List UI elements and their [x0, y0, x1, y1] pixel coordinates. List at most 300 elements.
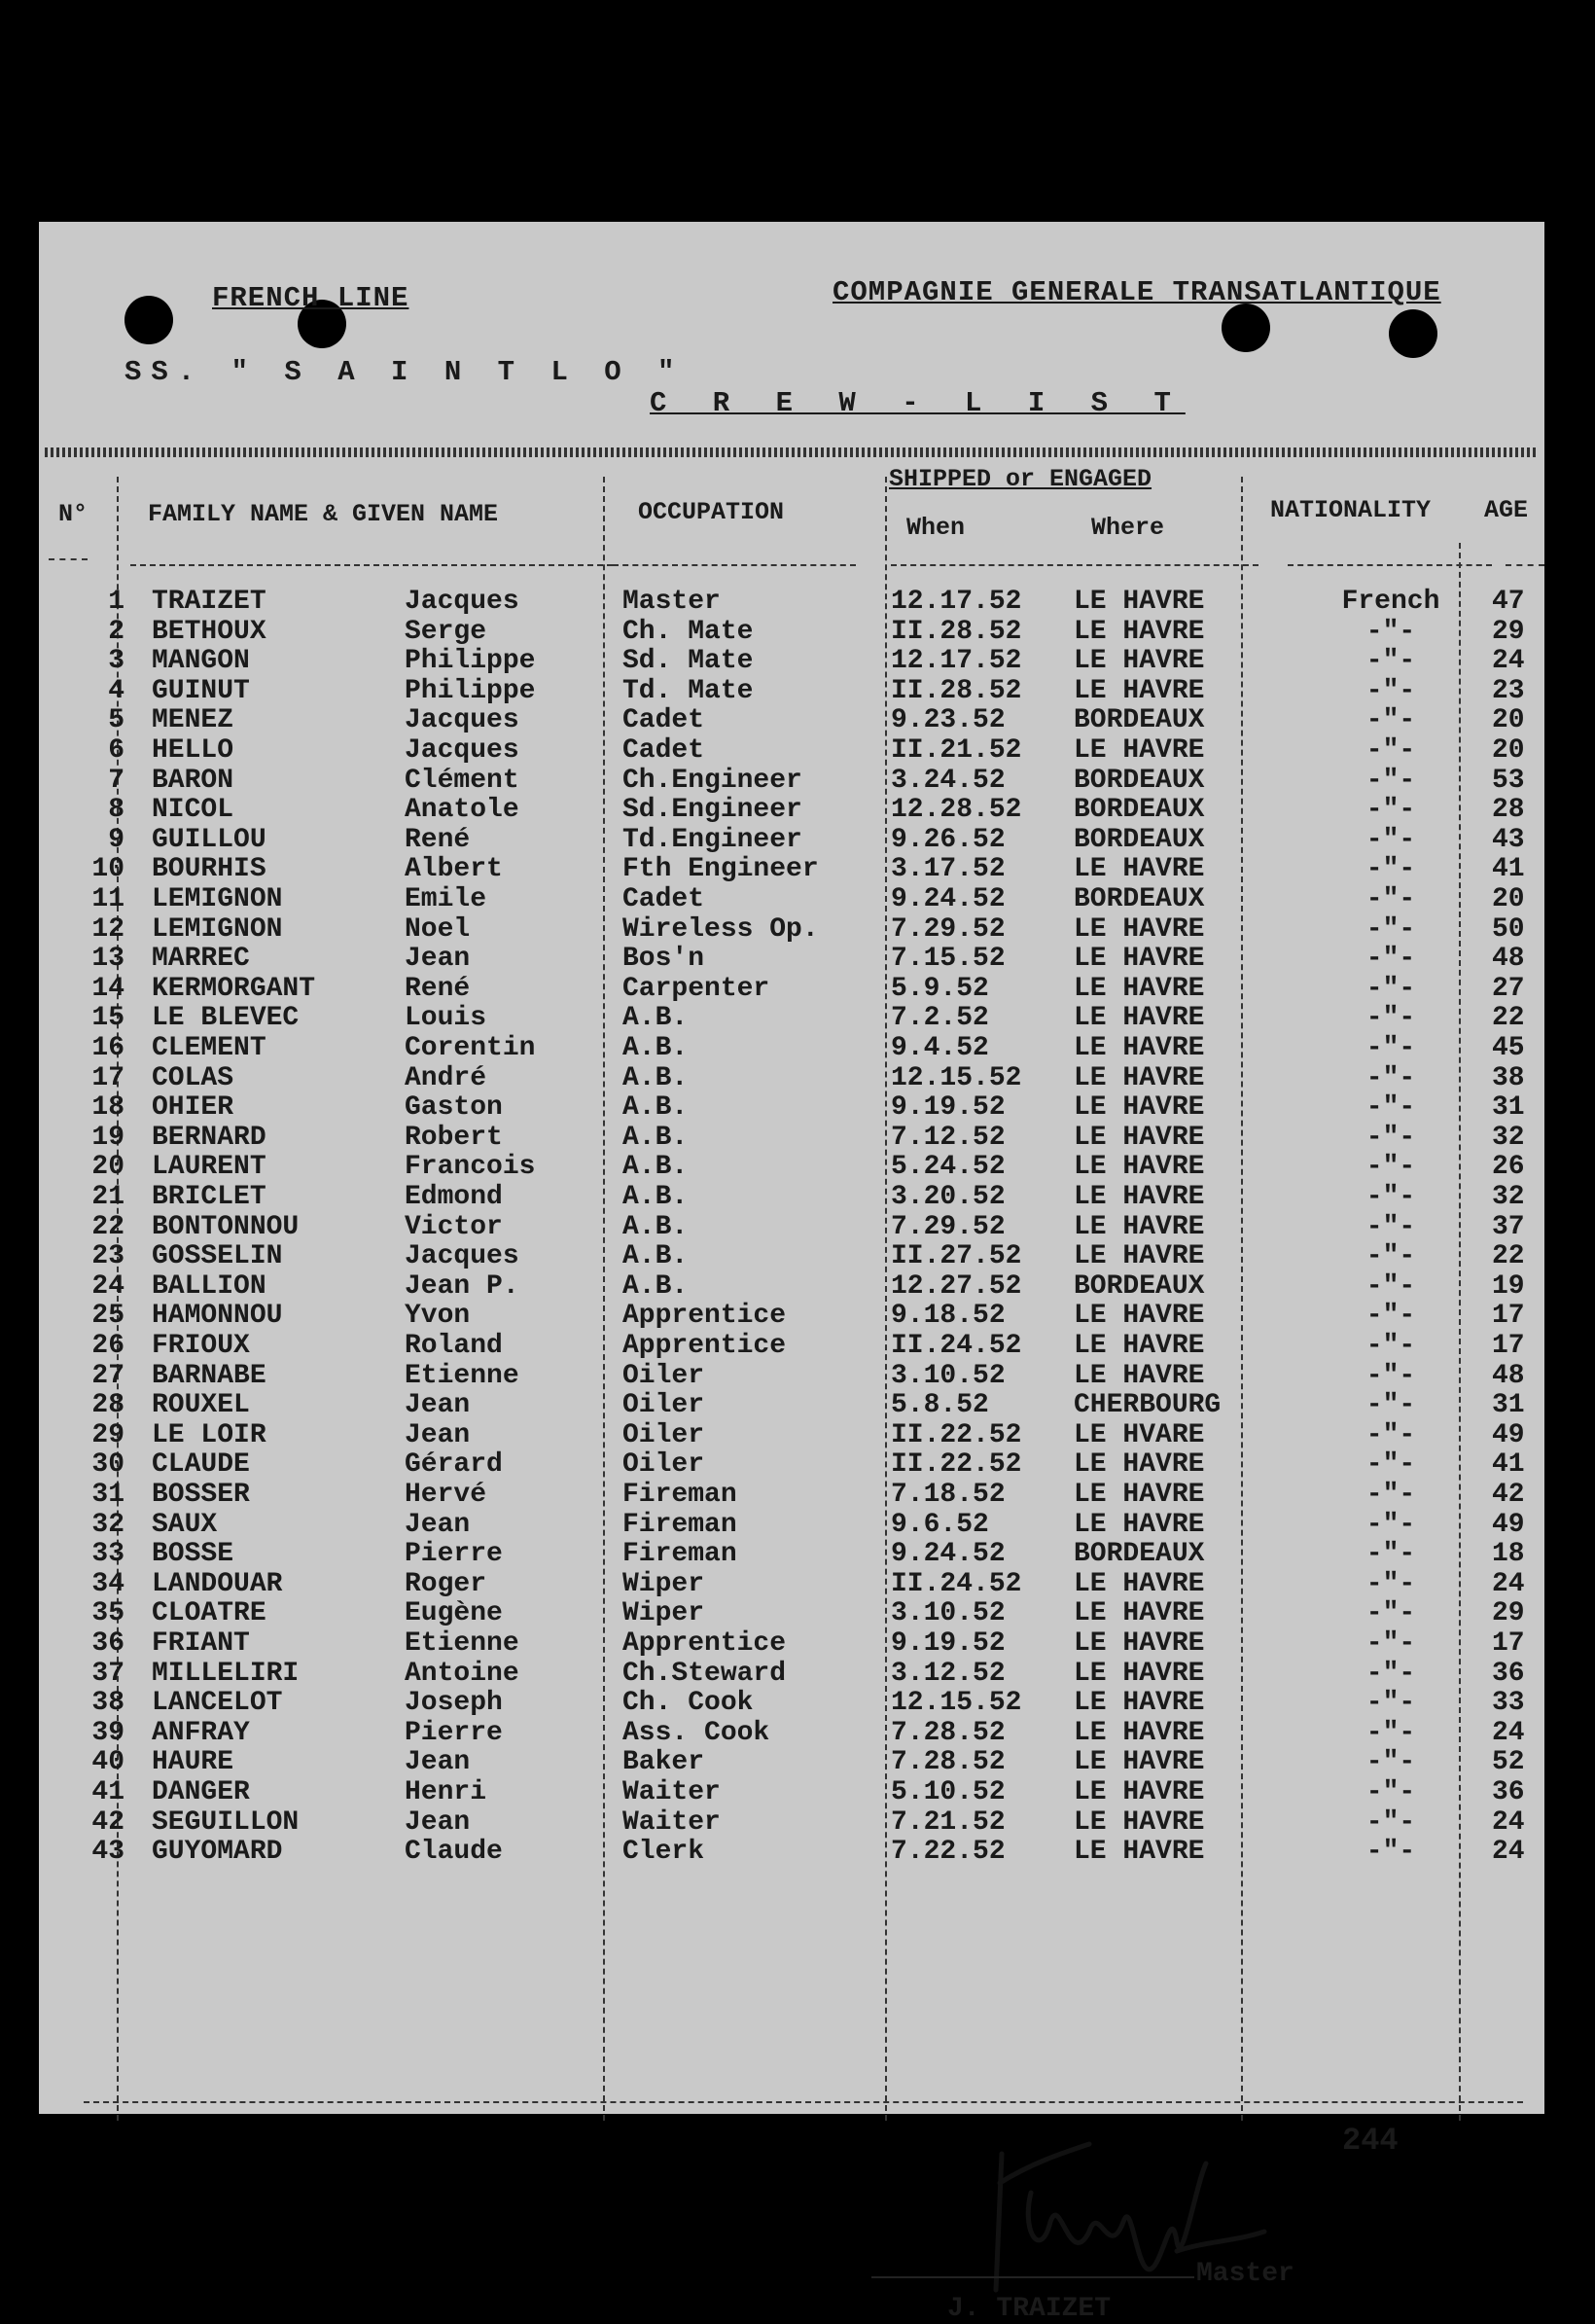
shipped-where: LE HAVRE [1074, 1717, 1205, 1748]
given-name: Albert [405, 854, 503, 885]
punch-hole [1222, 304, 1270, 352]
crew-number: 29 [91, 1419, 124, 1450]
occupation: Td.Engineer [622, 824, 802, 855]
shipped-when: II.28.52 [891, 616, 1022, 647]
age: 19 [1492, 1270, 1525, 1302]
shipped-when: 9.19.52 [891, 1092, 1006, 1124]
shipped-where: LE HAVRE [1074, 913, 1205, 945]
family-name: KERMORGANT [152, 973, 316, 1004]
shipped-when: 9.23.52 [891, 705, 1006, 736]
table-row [39, 826, 1544, 856]
occupation: Oiler [622, 1449, 705, 1481]
age: 29 [1492, 616, 1525, 647]
shipped-where: LE HAVRE [1074, 944, 1205, 975]
family-name: GOSSELIN [152, 1241, 283, 1272]
given-name: Pierre [405, 1717, 503, 1748]
table-row [39, 1778, 1544, 1808]
occupation: Master [622, 587, 721, 617]
table-row [39, 1838, 1544, 1868]
col-header-nationality: NATIONALITY [1270, 496, 1432, 524]
nationality: French [1341, 587, 1440, 617]
occupation: Fth Engineer [622, 854, 819, 885]
shipped-where: LE HAVRE [1074, 1033, 1205, 1063]
table-row [39, 647, 1544, 677]
punch-hole [1389, 309, 1437, 358]
given-name: Louis [405, 1003, 487, 1034]
shipped-where: BORDEAUX [1074, 824, 1205, 855]
shipped-when: 7.12.52 [891, 1122, 1006, 1153]
given-name: Clément [405, 765, 519, 796]
given-name: Philippe [405, 675, 536, 706]
table-row [39, 1183, 1544, 1213]
table-row [39, 1242, 1544, 1272]
shipped-when: 9.6.52 [891, 1509, 989, 1540]
occupation: A.B. [622, 1122, 689, 1153]
given-name: Noel [405, 913, 471, 945]
shipped-when: 9.19.52 [891, 1628, 1006, 1659]
shipped-when: 7.22.52 [891, 1837, 1006, 1868]
given-name: Jean [405, 1419, 471, 1450]
shipped-where: BORDEAUX [1074, 795, 1205, 826]
family-name: GUILLOU [152, 824, 266, 855]
family-name: LAURENT [152, 1152, 266, 1183]
nationality: -"- [1365, 765, 1416, 796]
given-name: Jacques [405, 705, 519, 736]
nationality: -"- [1365, 1152, 1416, 1183]
age: 24 [1492, 646, 1525, 677]
age: 48 [1492, 944, 1525, 975]
shipped-when: 9.18.52 [891, 1301, 1006, 1332]
shipped-when: 3.20.52 [891, 1182, 1006, 1212]
crew-number: 7 [108, 765, 124, 796]
age: 53 [1492, 765, 1525, 796]
given-name: Yvon [405, 1301, 471, 1332]
shipped-where: LE HAVRE [1074, 1568, 1205, 1599]
crew-number: 40 [91, 1747, 124, 1778]
table-row [39, 1332, 1544, 1362]
given-name: Gérard [405, 1449, 503, 1481]
col-header-name: FAMILY NAME & GIVEN NAME [148, 500, 499, 528]
nationality: -"- [1365, 1390, 1416, 1421]
family-name: GUINUT [152, 675, 250, 706]
shipped-when: 7.28.52 [891, 1747, 1006, 1778]
family-name: LE BLEVEC [152, 1003, 300, 1034]
crew-number: 32 [91, 1509, 124, 1540]
table-row [39, 1421, 1544, 1451]
shipped-when: 12.28.52 [891, 795, 1022, 826]
age: 20 [1492, 705, 1525, 736]
line-name: FRENCH LINE [212, 282, 409, 314]
shipped-when: II.28.52 [891, 675, 1022, 706]
crew-number: 34 [91, 1568, 124, 1599]
family-name: HELLO [152, 735, 234, 766]
family-name: HAURE [152, 1747, 234, 1778]
given-name: Jean [405, 944, 471, 975]
age: 17 [1492, 1628, 1525, 1659]
shipped-when: 7.18.52 [891, 1480, 1006, 1510]
crew-list-sheet [39, 222, 1544, 2324]
company-name: COMPAGNIE GENERALE TRANSATLANTIQUE [833, 276, 1441, 308]
shipped-when: II.22.52 [891, 1419, 1022, 1450]
occupation: Fireman [622, 1509, 737, 1540]
nationality: -"- [1365, 1122, 1416, 1153]
table-row [39, 1629, 1544, 1660]
crew-number: 35 [91, 1598, 124, 1629]
nationality: -"- [1365, 616, 1416, 647]
crew-number: 10 [91, 854, 124, 885]
given-name: Jacques [405, 587, 519, 617]
family-name: NICOL [152, 795, 234, 826]
shipped-when: II.21.52 [891, 735, 1022, 766]
col-header-occupation: OCCUPATION [638, 498, 785, 526]
given-name: Jean P. [405, 1270, 519, 1302]
table-row [39, 885, 1544, 915]
shipped-when: 5.8.52 [891, 1390, 989, 1421]
family-name: FRIOUX [152, 1331, 250, 1361]
given-name: Victor [405, 1211, 503, 1242]
header-rule [130, 564, 613, 566]
shipped-where: LE HAVRE [1074, 1241, 1205, 1272]
shipped-where: LE HAVRE [1074, 1092, 1205, 1124]
age: 22 [1492, 1241, 1525, 1272]
shipped-where: LE HAVRE [1074, 1509, 1205, 1540]
table-row [39, 1004, 1544, 1034]
given-name: Hervé [405, 1480, 487, 1510]
occupation: Ch. Mate [622, 616, 754, 647]
col-header-no: N° [58, 500, 89, 528]
shipped-where: LE HAVRE [1074, 646, 1205, 677]
shipped-when: II.24.52 [891, 1331, 1022, 1361]
crew-number: 9 [108, 824, 124, 855]
family-name: MANGON [152, 646, 250, 677]
nationality: -"- [1365, 824, 1416, 855]
table-row [39, 1213, 1544, 1243]
occupation: A.B. [622, 1241, 689, 1272]
shipped-when: 3.10.52 [891, 1360, 1006, 1391]
family-name: MILLELIRI [152, 1658, 300, 1689]
table-row [39, 736, 1544, 767]
table-row [39, 1481, 1544, 1511]
given-name: Joseph [405, 1688, 503, 1719]
occupation: Carpenter [622, 973, 770, 1004]
nationality: -"- [1365, 1539, 1416, 1570]
crew-number: 6 [108, 735, 124, 766]
nationality: -"- [1365, 1777, 1416, 1807]
family-name: OHIER [152, 1092, 234, 1124]
nationality: -"- [1365, 1509, 1416, 1540]
occupation: Waiter [622, 1806, 721, 1838]
crew-number: 33 [91, 1539, 124, 1570]
table-row [39, 1272, 1544, 1303]
given-name: Anatole [405, 795, 519, 826]
nationality: -"- [1365, 1062, 1416, 1093]
given-name: Pierre [405, 1539, 503, 1570]
occupation: A.B. [622, 1003, 689, 1034]
given-name: Jean [405, 1806, 471, 1838]
family-name: LANCELOT [152, 1688, 283, 1719]
age: 36 [1492, 1658, 1525, 1689]
shipped-where: LE HAVRE [1074, 1360, 1205, 1391]
occupation: Wireless Op. [622, 913, 819, 945]
family-name: CLOATRE [152, 1598, 266, 1629]
age: 42 [1492, 1480, 1525, 1510]
shipped-where: LE HAVRE [1074, 587, 1205, 617]
occupation: Sd. Mate [622, 646, 754, 677]
family-name: LE LOIR [152, 1419, 266, 1450]
nationality: -"- [1365, 646, 1416, 677]
shipped-where: BORDEAUX [1074, 765, 1205, 796]
table-bottom-rule [84, 2101, 1523, 2103]
age: 20 [1492, 884, 1525, 914]
given-name: Claude [405, 1837, 503, 1868]
family-name: DANGER [152, 1777, 250, 1807]
given-name: Roland [405, 1331, 503, 1361]
shipped-where: LE HAVRE [1074, 1658, 1205, 1689]
table-row [39, 1450, 1544, 1481]
table-row [39, 1689, 1544, 1719]
nationality: -"- [1365, 1003, 1416, 1034]
shipped-when: 9.24.52 [891, 884, 1006, 914]
shipped-where: LE HAVRE [1074, 854, 1205, 885]
page-number: 244 [1342, 2123, 1399, 2159]
occupation: Bos'n [622, 944, 705, 975]
table-row [39, 1391, 1544, 1421]
shipped-when: 12.15.52 [891, 1688, 1022, 1719]
age: 28 [1492, 795, 1525, 826]
family-name: LEMIGNON [152, 913, 283, 945]
header-rule [1288, 564, 1492, 566]
age: 24 [1492, 1806, 1525, 1838]
shipped-when: II.27.52 [891, 1241, 1022, 1272]
crew-number: 8 [108, 795, 124, 826]
col-header-where: Where [1091, 514, 1165, 542]
table-row [39, 1034, 1544, 1064]
age: 36 [1492, 1777, 1525, 1807]
given-name: Henri [405, 1777, 487, 1807]
crew-number: 43 [91, 1837, 124, 1868]
given-name: René [405, 973, 471, 1004]
shipped-where: LE HAVRE [1074, 735, 1205, 766]
table-row [39, 975, 1544, 1005]
nationality: -"- [1365, 1658, 1416, 1689]
occupation: Ch.Steward [622, 1658, 787, 1689]
given-name: Philippe [405, 646, 536, 677]
crew-number: 11 [91, 884, 124, 914]
shipped-where: LE HVARE [1074, 1419, 1205, 1450]
age: 32 [1492, 1182, 1525, 1212]
nationality: -"- [1365, 795, 1416, 826]
signature-line [871, 2276, 1194, 2278]
shipped-when: 12.15.52 [891, 1062, 1022, 1093]
age: 31 [1492, 1390, 1525, 1421]
crew-number: 24 [91, 1270, 124, 1302]
crew-number: 15 [91, 1003, 124, 1034]
table-row [39, 1748, 1544, 1778]
given-name: Gaston [405, 1092, 503, 1124]
family-name: BONTONNOU [152, 1211, 300, 1242]
occupation: Waiter [622, 1777, 721, 1807]
age: 18 [1492, 1539, 1525, 1570]
age: 24 [1492, 1837, 1525, 1868]
table-row [39, 677, 1544, 707]
occupation: Oiler [622, 1360, 705, 1391]
shipped-where: LE HAVRE [1074, 1806, 1205, 1838]
nationality: -"- [1365, 1688, 1416, 1719]
header-rule [1506, 564, 1544, 566]
occupation: Clerk [622, 1837, 705, 1868]
occupation: Ch. Cook [622, 1688, 754, 1719]
family-name: BALLION [152, 1270, 266, 1302]
crew-number: 22 [91, 1211, 124, 1242]
table-row [39, 945, 1544, 975]
given-name: Corentin [405, 1033, 536, 1063]
shipped-when: 7.29.52 [891, 1211, 1006, 1242]
nationality: -"- [1365, 913, 1416, 945]
occupation: Sd.Engineer [622, 795, 802, 826]
age: 45 [1492, 1033, 1525, 1063]
shipped-when: 3.12.52 [891, 1658, 1006, 1689]
punch-hole [124, 296, 173, 344]
table-row [39, 1570, 1544, 1600]
ship-name: SS. " S A I N T L O " [124, 356, 685, 388]
shipped-when: II.24.52 [891, 1568, 1022, 1599]
family-name: TRAIZET [152, 587, 266, 617]
nationality: -"- [1365, 944, 1416, 975]
table-row [39, 1153, 1544, 1183]
shipped-when: 7.15.52 [891, 944, 1006, 975]
table-row [39, 1511, 1544, 1541]
age: 22 [1492, 1003, 1525, 1034]
table-row [39, 1124, 1544, 1154]
age: 31 [1492, 1092, 1525, 1124]
family-name: BOSSE [152, 1539, 234, 1570]
shipped-where: BORDEAUX [1074, 884, 1205, 914]
header-rule [49, 558, 88, 560]
nationality: -"- [1365, 1301, 1416, 1332]
col-header-shipped: SHIPPED or ENGAGED [889, 465, 1152, 493]
crew-number: 18 [91, 1092, 124, 1124]
crew-number: 31 [91, 1480, 124, 1510]
family-name: LEMIGNON [152, 884, 283, 914]
nationality: -"- [1365, 675, 1416, 706]
age: 43 [1492, 824, 1525, 855]
occupation: Ch.Engineer [622, 765, 802, 796]
shipped-when: 7.2.52 [891, 1003, 989, 1034]
shipped-where: LE HAVRE [1074, 1211, 1205, 1242]
table-row [39, 1540, 1544, 1570]
given-name: Roger [405, 1568, 487, 1599]
given-name: Jacques [405, 1241, 519, 1272]
nationality: -"- [1365, 1331, 1416, 1361]
given-name: Etienne [405, 1360, 519, 1391]
crew-number: 25 [91, 1301, 124, 1332]
shipped-where: LE HAVRE [1074, 1688, 1205, 1719]
family-name: ANFRAY [152, 1717, 250, 1748]
shipped-when: II.22.52 [891, 1449, 1022, 1481]
header-rule [891, 564, 1258, 566]
nationality: -"- [1365, 884, 1416, 914]
shipped-where: LE HAVRE [1074, 1480, 1205, 1510]
crew-number: 27 [91, 1360, 124, 1391]
shipped-when: 3.17.52 [891, 854, 1006, 885]
crew-number: 5 [108, 705, 124, 736]
age: 29 [1492, 1598, 1525, 1629]
shipped-when: 5.24.52 [891, 1152, 1006, 1183]
family-name: BERNARD [152, 1122, 266, 1153]
nationality: -"- [1365, 1837, 1416, 1868]
crew-number: 42 [91, 1806, 124, 1838]
shipped-where: LE HAVRE [1074, 616, 1205, 647]
shipped-where: LE HAVRE [1074, 1301, 1205, 1332]
family-name: SEGUILLON [152, 1806, 300, 1838]
nationality: -"- [1365, 735, 1416, 766]
nationality: -"- [1365, 1241, 1416, 1272]
given-name: Emile [405, 884, 487, 914]
age: 41 [1492, 1449, 1525, 1481]
occupation: A.B. [622, 1062, 689, 1093]
age: 24 [1492, 1717, 1525, 1748]
crew-number: 30 [91, 1449, 124, 1481]
nationality: -"- [1365, 1598, 1416, 1629]
shipped-where: LE HAVRE [1074, 1449, 1205, 1481]
shipped-when: 3.24.52 [891, 765, 1006, 796]
shipped-when: 7.29.52 [891, 913, 1006, 945]
age: 50 [1492, 913, 1525, 945]
family-name: GUYOMARD [152, 1837, 283, 1868]
given-name: Robert [405, 1122, 503, 1153]
given-name: Etienne [405, 1628, 519, 1659]
occupation: Oiler [622, 1419, 705, 1450]
nationality: -"- [1365, 1717, 1416, 1748]
table-row [39, 1660, 1544, 1690]
shipped-where: BORDEAUX [1074, 1270, 1205, 1302]
occupation: Fireman [622, 1480, 737, 1510]
table-row [39, 1093, 1544, 1124]
family-name: MENEZ [152, 705, 234, 736]
occupation: Baker [622, 1747, 705, 1778]
occupation: Apprentice [622, 1628, 787, 1659]
crew-number: 17 [91, 1062, 124, 1093]
table-row [39, 767, 1544, 797]
nationality: -"- [1365, 1092, 1416, 1124]
header-rule [613, 564, 856, 566]
age: 24 [1492, 1568, 1525, 1599]
age: 49 [1492, 1509, 1525, 1540]
table-row [39, 706, 1544, 736]
shipped-where: LE HAVRE [1074, 1122, 1205, 1153]
crew-number: 26 [91, 1331, 124, 1361]
age: 52 [1492, 1747, 1525, 1778]
table-row [39, 588, 1544, 618]
given-name: Antoine [405, 1658, 519, 1689]
family-name: BOURHIS [152, 854, 266, 885]
table-row [39, 796, 1544, 826]
table-row [39, 1362, 1544, 1392]
family-name: LANDOUAR [152, 1568, 283, 1599]
shipped-when: 12.17.52 [891, 587, 1022, 617]
shipped-where: LE HAVRE [1074, 1182, 1205, 1212]
nationality: -"- [1365, 1211, 1416, 1242]
family-name: BOSSER [152, 1480, 250, 1510]
crew-number: 21 [91, 1182, 124, 1212]
shipped-when: 9.24.52 [891, 1539, 1006, 1570]
nationality: -"- [1365, 973, 1416, 1004]
age: 20 [1492, 735, 1525, 766]
nationality: -"- [1365, 1628, 1416, 1659]
shipped-where: LE HAVRE [1074, 1152, 1205, 1183]
table-row [39, 855, 1544, 885]
occupation: Oiler [622, 1390, 705, 1421]
